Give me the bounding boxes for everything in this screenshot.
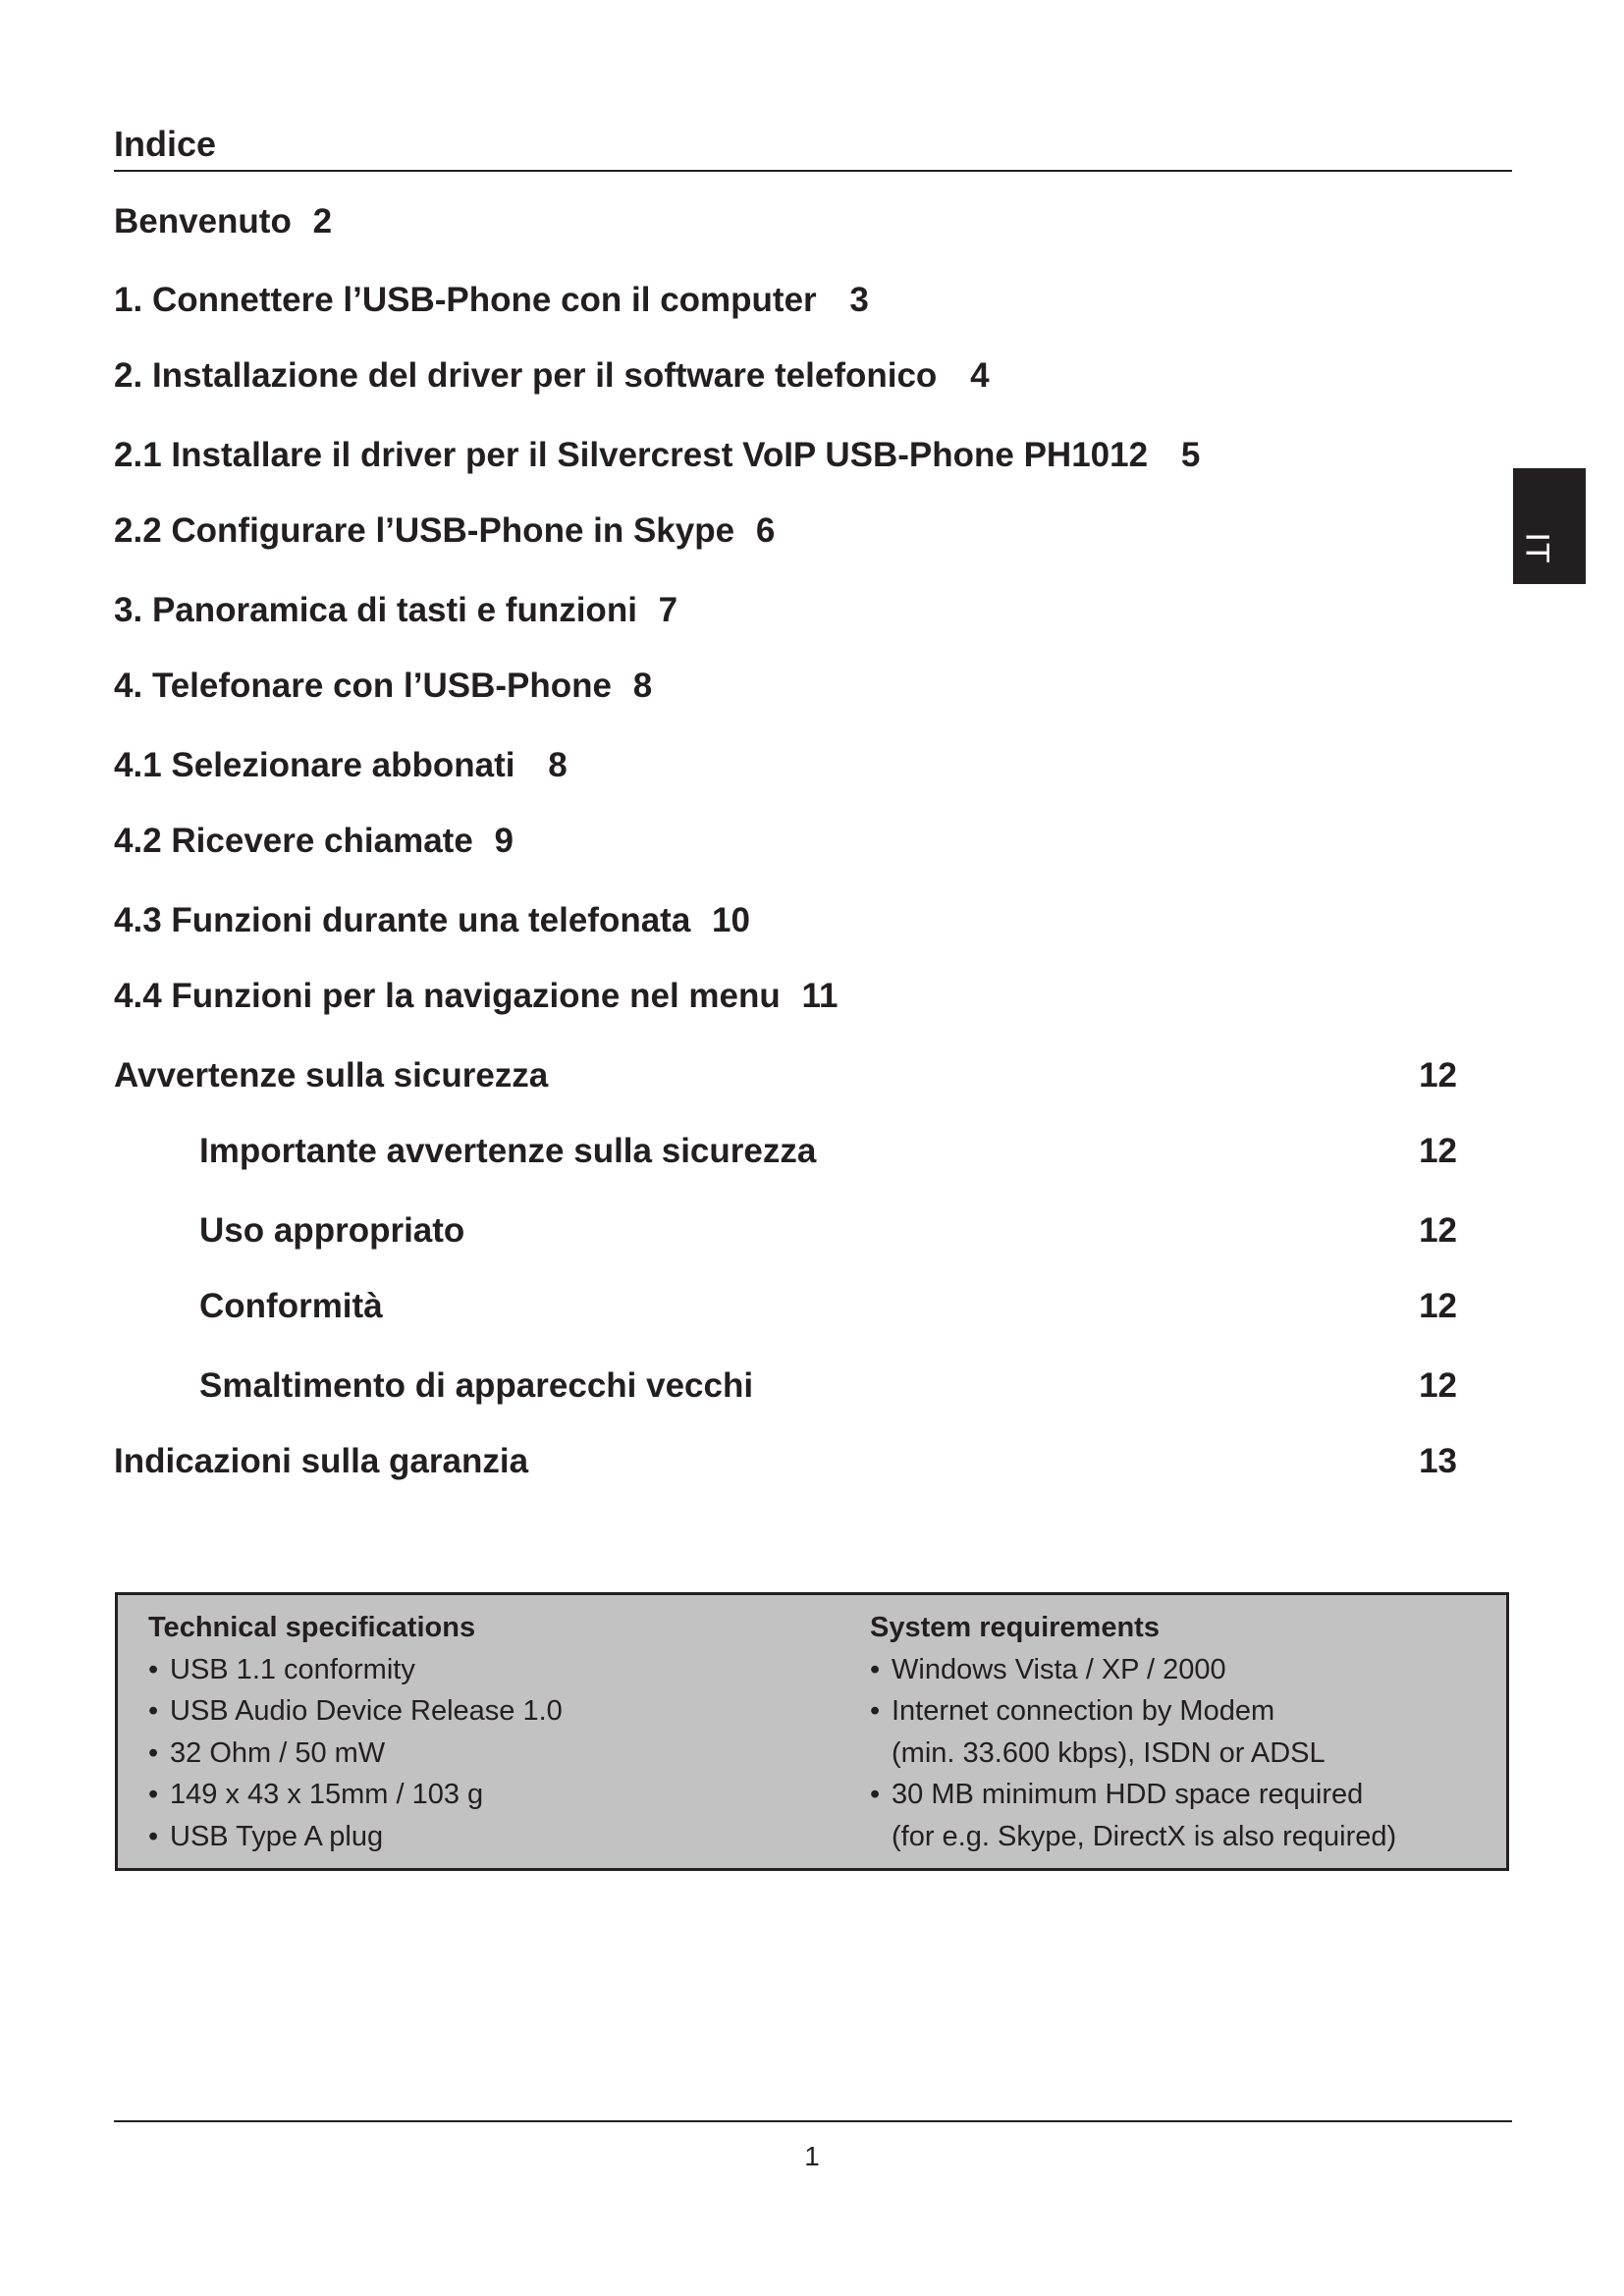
toc-entry-disposal[interactable]: Smaltimento di apparecchi vecchi (199, 1366, 754, 1405)
toc-label: Connettere l’USB-Phone con il computer (151, 281, 817, 319)
toc-label: Funzioni per la navigazione nel menu (171, 977, 781, 1015)
toc-entry-4-4[interactable] (114, 977, 839, 1016)
toc-number: 2.1 (114, 436, 162, 474)
requirement-item: • Windows Vista / XP / 2000 (870, 1653, 1226, 1685)
spec-item: • USB Type A plug (148, 1820, 384, 1852)
toc-page: 6 (755, 511, 776, 550)
footer-divider (114, 2120, 1512, 2122)
toc-page: 7 (658, 591, 678, 629)
page-number: 1 (804, 2141, 820, 2171)
toc-label: Configurare l’USB-Phone in Skype (171, 511, 735, 550)
toc-page: 4 (970, 356, 990, 395)
system-requirements-heading: System requirements (870, 1612, 1160, 1643)
technical-specs-heading: Technical specifications (148, 1612, 476, 1643)
toc-entry-2-2[interactable] (114, 511, 775, 551)
spec-item: • USB 1.1 conformity (148, 1653, 415, 1685)
toc-entry-benvenuto[interactable] (114, 202, 332, 241)
toc-number: 4.4 (114, 977, 162, 1015)
toc-number: 4.3 (114, 901, 162, 939)
toc-label: Telefonare con l’USB-Phone (151, 667, 612, 705)
toc-page: 12 (1419, 1056, 1457, 1095)
toc-entry-3[interactable] (114, 591, 677, 630)
toc-page: 9 (494, 822, 514, 860)
specifications-box (115, 1592, 1509, 1871)
toc-label: Installazione del driver per il software telefonico (151, 356, 938, 395)
toc-label: Panoramica di tasti e funzioni (151, 591, 637, 629)
toc-number: 4.2 (114, 822, 162, 860)
toc-page: 8 (548, 746, 568, 784)
toc-page: 8 (632, 667, 653, 705)
toc-number: 3. (114, 591, 143, 629)
toc-page: 2 (312, 202, 333, 240)
spec-item: • 32 Ohm / 50 mW (148, 1736, 386, 1769)
toc-entry-warranty[interactable]: Indicazioni sulla garanzia (114, 1442, 529, 1480)
requirement-item: • Internet connection by Modem (870, 1695, 1275, 1727)
toc-label: Benvenuto (114, 202, 292, 240)
toc-entry-conformity[interactable]: Conformità (199, 1287, 383, 1325)
technical-specs-column (148, 1607, 563, 1857)
toc-entry-2[interactable] (114, 356, 990, 396)
toc-label: Funzioni durante una telefonata (171, 901, 691, 939)
toc-page: 12 (1419, 1287, 1457, 1325)
spec-item: • 149 x 43 x 15mm / 103 g (148, 1779, 484, 1810)
toc-entry-2-1[interactable] (114, 436, 1200, 475)
requirement-item-continuation: (for e.g. Skype, DirectX is also required) (892, 1820, 1397, 1852)
toc-page: 3 (849, 281, 869, 319)
toc-entry-1[interactable] (114, 281, 869, 320)
toc-page: 11 (801, 977, 839, 1015)
toc-entry-4-1[interactable] (114, 746, 568, 785)
language-tab (1513, 468, 1586, 584)
toc-entry-safety[interactable]: Avvertenze sulla sicurezza (114, 1056, 549, 1095)
toc-label: Installare il driver per il Silvercrest VoIP USB-Phone PH1012 (171, 436, 1149, 474)
toc-page: 12 (1419, 1366, 1457, 1405)
spec-item: • USB Audio Device Release 1.0 (148, 1695, 563, 1727)
system-requirements-column (870, 1607, 1396, 1857)
toc-label: Ricevere chiamate (171, 822, 473, 860)
toc-entry-4-3[interactable] (114, 901, 750, 940)
toc-number: 1. (114, 281, 143, 319)
toc-label: Selezionare abbonati (171, 746, 515, 784)
toc-page: 5 (1180, 436, 1201, 474)
toc-number: 4. (114, 667, 143, 705)
toc-entry-proper-use[interactable]: Uso appropriato (199, 1211, 465, 1250)
toc-page: 10 (712, 901, 750, 939)
toc-entry-4-2[interactable] (114, 822, 514, 861)
toc-number: 4.1 (114, 746, 162, 784)
requirement-item: • 30 MB minimum HDD space required (870, 1779, 1364, 1810)
toc-entry-4[interactable] (114, 667, 652, 706)
toc-page: 13 (1419, 1442, 1457, 1480)
toc-number: 2.2 (114, 511, 162, 550)
toc-page: 12 (1419, 1211, 1457, 1250)
page-title: Indice (114, 124, 217, 164)
toc-page: 12 (1419, 1132, 1457, 1170)
toc-entry-important-safety[interactable]: Importante avvertenze sulla sicurezza (199, 1132, 817, 1170)
toc-number: 2. (114, 356, 143, 395)
requirement-item-continuation: (min. 33.600 kbps), ISDN or ADSL (892, 1736, 1326, 1769)
header-divider (114, 170, 1512, 172)
language-tab-label: IT (1518, 532, 1556, 564)
